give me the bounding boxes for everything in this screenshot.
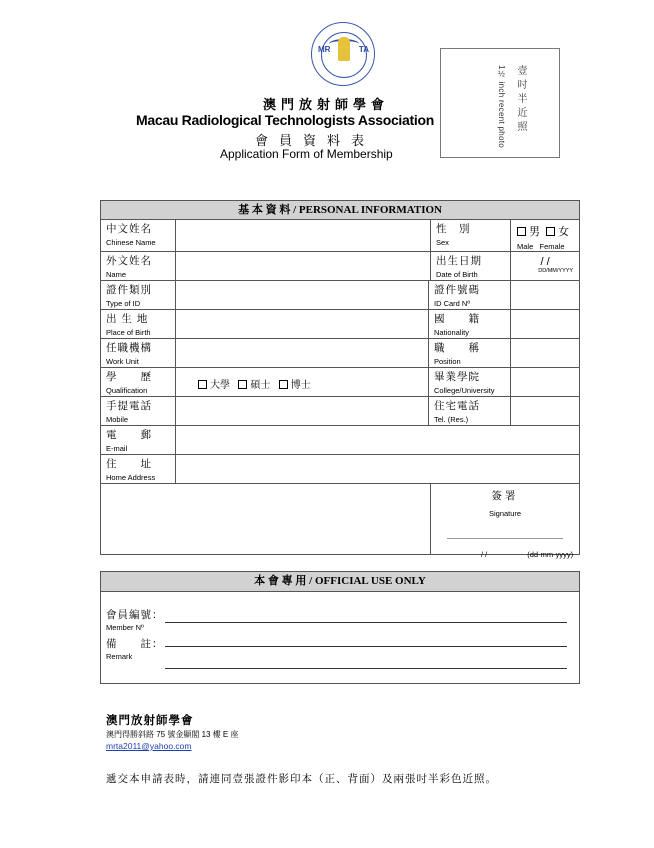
- male-label-en: Male: [517, 242, 534, 251]
- official-use-box: [100, 571, 580, 684]
- address-field[interactable]: [176, 455, 580, 484]
- college-field[interactable]: [511, 368, 580, 397]
- master-label: 碩士: [250, 380, 271, 391]
- work-unit-field[interactable]: [176, 339, 429, 368]
- mobile-field[interactable]: [176, 397, 429, 426]
- chinese-name-field[interactable]: [176, 220, 431, 252]
- tel-field[interactable]: [511, 397, 580, 426]
- college-label: 畢業學院 College/University: [429, 368, 511, 397]
- name-label: 外文姓名 Name: [101, 252, 176, 281]
- male-checkbox[interactable]: [517, 227, 526, 236]
- pob-label: 出 生 地 Place of Birth: [101, 310, 176, 339]
- id-type-label: 證件類別 Type of ID: [101, 281, 176, 310]
- doctorate-checkbox[interactable]: [279, 380, 288, 389]
- male-label-zh: 男: [529, 226, 540, 238]
- bachelor-checkbox[interactable]: [198, 380, 207, 389]
- id-no-field[interactable]: [511, 281, 580, 310]
- dob-field[interactable]: [511, 252, 580, 281]
- logo-text-right: TA: [358, 45, 369, 54]
- pob-field[interactable]: [176, 310, 429, 339]
- association-name-en: Macau Radiological Technologists Association: [136, 112, 434, 128]
- female-label-zh: 女: [558, 226, 570, 238]
- email-label: 電 郵 E-mail: [101, 426, 176, 455]
- association-logo: [311, 22, 375, 86]
- signature-label-en: Signature: [488, 509, 522, 518]
- sex-field: [511, 220, 580, 252]
- tel-label: 住宅電話 Tel. (Res.): [429, 397, 511, 426]
- nationality-field[interactable]: [511, 310, 580, 339]
- footer-email-link[interactable]: mrta2011@yahoo.com: [106, 741, 192, 751]
- personal-info-heading: 基 本 資 料 / PERSONAL INFORMATION: [101, 201, 580, 220]
- signature-line: [447, 538, 563, 539]
- photo-label-en: 1½ inch recent photo: [497, 65, 506, 149]
- signature-label-zh: 簽署: [491, 490, 519, 502]
- doctorate-label: 博士: [290, 380, 311, 391]
- remark-label-zh: 備 註：: [106, 638, 164, 650]
- form-title-en: Application Form of Membership: [220, 147, 393, 161]
- association-name-zh: 澳門放射師學會: [263, 97, 390, 112]
- footer-address: 澳門得勝斜路 75 號金顯閣 13 樓 E 座: [106, 730, 239, 739]
- bachelor-label: 大學: [210, 380, 230, 391]
- member-no-line[interactable]: [165, 622, 567, 623]
- sex-label: 性 別 Sex: [431, 220, 511, 252]
- signature-date-format: (dd-mm-yyyy): [527, 550, 574, 559]
- personal-info-table: [100, 200, 580, 559]
- member-no-label-zh: 會員編號：: [106, 609, 164, 621]
- position-label: 職 稱 Position: [429, 339, 511, 368]
- logo-figure: [338, 37, 350, 61]
- photo-label-zh: 壹吋半近照: [515, 65, 526, 135]
- remark-line-2[interactable]: [165, 668, 567, 669]
- name-field[interactable]: [176, 252, 431, 281]
- dob-format: DD/MM/YYYY: [538, 268, 574, 274]
- work-unit-label: 任職機構 Work Unit: [101, 339, 176, 368]
- remark-line-1[interactable]: [165, 646, 567, 647]
- footer-org-name: 澳門放射師學會: [106, 715, 194, 727]
- blank-area: [101, 484, 431, 555]
- signature-field[interactable]: [431, 484, 580, 559]
- photo-box[interactable]: [440, 48, 560, 158]
- id-type-field[interactable]: [176, 281, 429, 310]
- qualification-field: [176, 368, 429, 397]
- id-no-label: 證件號碼 ID Card Nº: [429, 281, 511, 310]
- dob-label: 出生日期 Date of Birth: [431, 252, 511, 281]
- chinese-name-label: 中文姓名 Chinese Name: [101, 220, 176, 252]
- female-checkbox[interactable]: [546, 227, 555, 236]
- signature-date-separators: / /: [481, 550, 488, 559]
- dob-separators: / /: [540, 256, 550, 268]
- master-checkbox[interactable]: [238, 380, 247, 389]
- female-label-en: Female: [539, 242, 565, 251]
- address-label: 住 址 Home Address: [101, 455, 176, 484]
- email-field[interactable]: [176, 426, 580, 455]
- logo-text-left: MR: [318, 45, 331, 54]
- position-field[interactable]: [511, 339, 580, 368]
- remark-label-en: Remark: [106, 652, 133, 661]
- nationality-label: 國 籍 Nationality: [429, 310, 511, 339]
- form-title-zh: 會員資料表: [255, 133, 376, 148]
- mobile-label: 手提電話 Mobile: [101, 397, 176, 426]
- qualification-label: 學 歷 Qualification: [101, 368, 176, 397]
- member-no-label-en: Member Nº: [106, 623, 144, 632]
- footer-submission-note: 遞交本申請表時，請連同壹張證件影印本（正、背面）及兩張吋半彩色近照。: [106, 773, 497, 785]
- official-use-heading: 本 會 專 用 / OFFICIAL USE ONLY: [101, 572, 579, 592]
